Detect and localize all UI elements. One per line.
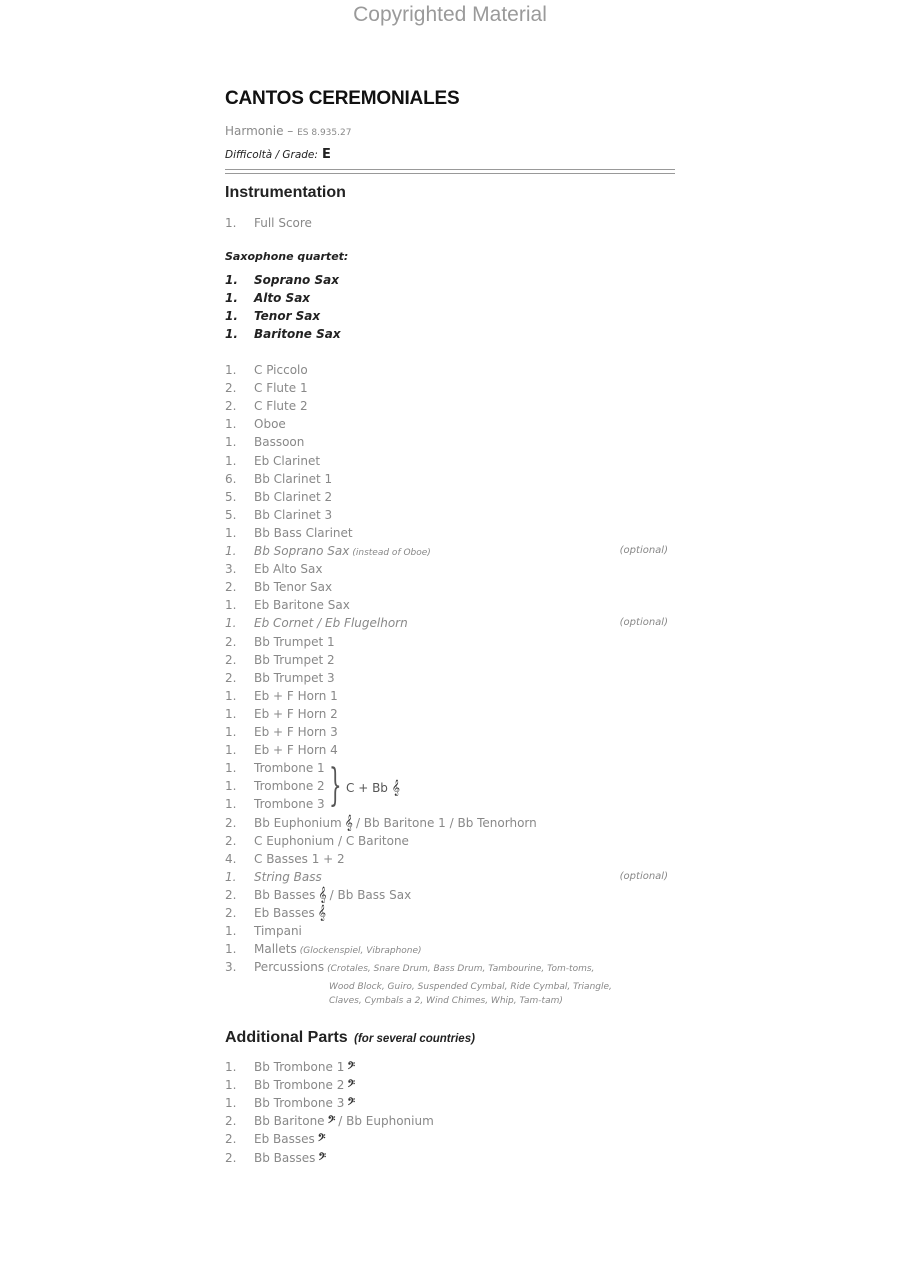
page-title: CANTOS CEREMONIALES bbox=[225, 88, 460, 109]
part-count: 3. bbox=[225, 960, 237, 975]
part-name bbox=[254, 433, 304, 451]
treble-clef-icon: 𝄞 bbox=[344, 814, 353, 831]
part-name bbox=[254, 705, 338, 723]
part-name-text: Baritone Sax bbox=[254, 327, 341, 341]
part-row bbox=[225, 506, 670, 524]
part-name bbox=[254, 886, 411, 904]
bass-clef-icon: 𝄢 bbox=[327, 1114, 336, 1129]
part-name bbox=[254, 832, 409, 850]
part-row bbox=[225, 289, 670, 307]
part-row bbox=[225, 741, 670, 759]
catalog-code: ES 8.935.27 bbox=[297, 128, 352, 138]
part-name bbox=[254, 1076, 358, 1094]
part-name bbox=[254, 307, 320, 325]
bass-clef-icon: 𝄢 bbox=[318, 1150, 327, 1165]
part-name bbox=[254, 614, 408, 632]
part-count: 1. bbox=[225, 417, 237, 432]
part-count: 1. bbox=[225, 779, 237, 794]
part-row bbox=[225, 379, 670, 397]
bass-clef-icon: 𝄢 bbox=[317, 1132, 326, 1147]
part-name bbox=[254, 868, 322, 886]
part-count: 1. bbox=[225, 525, 237, 540]
part-name-text: Eb Cornet / Eb Flugelhorn bbox=[254, 616, 408, 631]
part-row bbox=[225, 470, 670, 488]
trombone-group-label bbox=[346, 780, 400, 796]
part-name-text: Eb Alto Sax bbox=[254, 562, 323, 577]
part-count: 2. bbox=[225, 652, 237, 667]
part-row bbox=[225, 524, 670, 542]
part-name bbox=[254, 1130, 328, 1148]
part-name bbox=[254, 452, 320, 470]
part-count: 2. bbox=[225, 381, 237, 396]
publication-info bbox=[225, 124, 351, 138]
part-count: 1. bbox=[225, 598, 237, 613]
part-name bbox=[254, 1094, 358, 1112]
part-name-text: Bb Basses bbox=[254, 887, 316, 902]
part-name-text: Eb + F Horn 2 bbox=[254, 706, 338, 721]
part-count: 1. bbox=[225, 273, 238, 287]
part-name-text: Timpani bbox=[254, 924, 302, 939]
part-name-text: Oboe bbox=[254, 417, 286, 432]
part-name-text: C Euphonium / C Baritone bbox=[254, 833, 409, 848]
part-count: 2. bbox=[225, 670, 237, 685]
part-row bbox=[225, 560, 670, 578]
publication-separator: – bbox=[287, 124, 294, 138]
part-name-text: Bb Trombone 1 bbox=[254, 1060, 345, 1074]
part-name bbox=[254, 596, 350, 614]
optional-label: (optional) bbox=[619, 545, 668, 556]
part-alt: / Bb Bass Sax bbox=[329, 887, 412, 902]
instrumentation-heading: Instrumentation bbox=[225, 184, 346, 201]
part-row bbox=[225, 759, 670, 777]
part-count: 1. bbox=[225, 1096, 237, 1111]
part-name bbox=[254, 669, 335, 687]
part-name bbox=[254, 940, 422, 960]
treble-clef-icon: 𝄞 bbox=[318, 886, 327, 903]
part-row bbox=[225, 578, 670, 596]
part-count: 2. bbox=[225, 580, 237, 595]
part-name-text: Eb + F Horn 1 bbox=[254, 688, 338, 703]
part-row bbox=[225, 886, 670, 904]
part-row bbox=[225, 271, 670, 289]
part-name-text: Eb + F Horn 4 bbox=[254, 743, 338, 758]
part-name bbox=[254, 904, 329, 922]
part-row bbox=[225, 777, 670, 795]
part-name bbox=[254, 922, 302, 940]
part-name bbox=[254, 777, 325, 795]
part-count: 1. bbox=[225, 761, 237, 776]
part-name-text: C Flute 2 bbox=[254, 399, 308, 414]
part-row bbox=[225, 397, 670, 415]
part-row bbox=[225, 633, 670, 651]
part-row bbox=[225, 868, 670, 886]
bass-clef-icon: 𝄢 bbox=[347, 1096, 356, 1111]
part-count: 2. bbox=[225, 634, 237, 649]
part-name-text: Bb Trumpet 2 bbox=[254, 652, 335, 667]
part-row bbox=[225, 452, 670, 470]
part-count: 1. bbox=[225, 309, 238, 323]
part-row bbox=[225, 687, 670, 705]
percussion-continuation-2: Claves, Cymbals a 2, Wind Chimes, Whip, Tam-tam) bbox=[329, 996, 563, 1006]
part-name-text: Eb Basses bbox=[254, 1132, 315, 1147]
part-name bbox=[254, 325, 341, 343]
part-name bbox=[254, 759, 325, 777]
part-name bbox=[254, 1058, 358, 1076]
part-name-text: Soprano Sax bbox=[254, 273, 339, 287]
part-name bbox=[254, 1112, 434, 1130]
part-name bbox=[254, 633, 335, 651]
part-row bbox=[225, 433, 670, 451]
part-row bbox=[225, 814, 670, 832]
part-alt: / Bb Euphonium bbox=[338, 1114, 434, 1129]
part-name-text: Bb Trombone 2 bbox=[254, 1078, 345, 1093]
part-name-text: Trombone 3 bbox=[254, 797, 325, 812]
part-count: 2. bbox=[225, 1132, 237, 1147]
trombone-group-text: C + Bb bbox=[346, 781, 388, 795]
grade-value: E bbox=[321, 147, 331, 162]
part-row bbox=[225, 542, 670, 560]
part-name bbox=[254, 524, 353, 542]
part-name-text: Bb Bass Clarinet bbox=[254, 525, 353, 540]
part-name-text: Eb Baritone Sax bbox=[254, 598, 350, 613]
copyright-watermark: Copyrighted Material bbox=[353, 3, 547, 26]
part-count: 1. bbox=[225, 363, 237, 377]
part-count: 1. bbox=[225, 291, 238, 305]
part-name bbox=[254, 560, 323, 578]
part-name: Full Score bbox=[254, 216, 312, 230]
part-note: (Crotales, Snare Drum, Bass Drum, Tambourine, Tom-toms, bbox=[327, 964, 595, 975]
part-count: 6. bbox=[225, 471, 237, 486]
percussion-continuation-1: Wood Block, Guiro, Suspended Cymbal, Ride Cymbal, Triangle, bbox=[329, 982, 612, 992]
part-name bbox=[254, 651, 335, 669]
divider-bottom bbox=[225, 173, 675, 174]
part-name-text: Percussions bbox=[254, 960, 325, 975]
part-name bbox=[254, 1149, 329, 1167]
part-name bbox=[254, 542, 431, 562]
additional-heading-note: (for several countries) bbox=[354, 1033, 475, 1045]
part-count: 2. bbox=[225, 887, 237, 902]
part-name-text: Bb Soprano Sax bbox=[254, 544, 350, 558]
additional-parts-heading bbox=[225, 1029, 475, 1047]
part-row bbox=[225, 904, 670, 922]
part-count: 1. bbox=[225, 327, 238, 341]
part-name bbox=[254, 795, 325, 813]
part-count: 1. bbox=[225, 688, 237, 703]
part-name bbox=[254, 687, 338, 705]
part-row bbox=[225, 922, 670, 940]
part-row bbox=[225, 307, 670, 325]
part-count: 3. bbox=[225, 562, 237, 577]
part-name-text: Bb Clarinet 1 bbox=[254, 471, 333, 486]
part-count: 5. bbox=[225, 507, 237, 522]
part-name bbox=[254, 850, 345, 868]
part-count: 2. bbox=[225, 1114, 237, 1129]
sax-quartet-heading: Saxophone quartet: bbox=[225, 250, 349, 263]
part-name-text: Bb Basses bbox=[254, 1150, 316, 1165]
part-row bbox=[225, 1094, 670, 1112]
part-name bbox=[254, 488, 332, 506]
part-row bbox=[225, 651, 670, 669]
part-row bbox=[225, 1076, 670, 1094]
part-name bbox=[254, 361, 308, 379]
part-count: 1. bbox=[225, 544, 237, 558]
part-count: 2. bbox=[225, 906, 237, 920]
part-name-text: Eb Clarinet bbox=[254, 453, 321, 468]
part-name bbox=[254, 741, 338, 759]
part-row bbox=[225, 1112, 670, 1130]
part-count: 2. bbox=[225, 833, 237, 848]
additional-heading-text: Additional Parts bbox=[225, 1029, 348, 1046]
part-name bbox=[254, 271, 339, 289]
part-name bbox=[254, 379, 308, 397]
part-name-text: Trombone 1 bbox=[254, 761, 325, 776]
part-count: 1. bbox=[225, 924, 237, 939]
part-alt: / Bb Baritone 1 / Bb Tenorhorn bbox=[355, 815, 537, 830]
part-row bbox=[225, 415, 670, 433]
part-row bbox=[225, 669, 670, 687]
part-name-text: Eb + F Horn 3 bbox=[254, 725, 338, 739]
part-row bbox=[225, 940, 670, 958]
part-count: 1. bbox=[225, 797, 237, 812]
part-row bbox=[225, 1130, 670, 1148]
part-name-text: String Bass bbox=[254, 869, 322, 884]
part-count: 1. bbox=[225, 942, 237, 957]
part-count: 1. bbox=[225, 706, 237, 721]
grade-label: Difficoltà / Grade: bbox=[225, 149, 318, 161]
part-name-text: Eb Basses bbox=[254, 906, 315, 920]
part-name bbox=[254, 958, 594, 978]
part-row bbox=[225, 705, 670, 723]
part-name-text: Tenor Sax bbox=[254, 309, 321, 323]
part-name-text: Bb Euphonium bbox=[254, 815, 342, 830]
part-row bbox=[225, 850, 670, 868]
part-name-text: C Piccolo bbox=[254, 363, 308, 377]
part-row bbox=[225, 958, 670, 976]
bass-clef-icon: 𝄢 bbox=[347, 1060, 356, 1074]
optional-label: (optional) bbox=[619, 870, 668, 882]
part-name-text: C Flute 1 bbox=[254, 381, 308, 396]
part-count: 1. bbox=[225, 869, 237, 884]
grade-info bbox=[225, 147, 331, 162]
part-name-text: Bb Trombone 3 bbox=[254, 1096, 345, 1111]
part-count: 2. bbox=[225, 399, 237, 414]
part-count: 2. bbox=[225, 1150, 237, 1165]
bass-clef-icon: 𝄢 bbox=[347, 1078, 356, 1093]
part-row bbox=[225, 596, 670, 614]
part-row bbox=[225, 614, 670, 632]
part-row bbox=[225, 795, 670, 813]
score-row bbox=[225, 214, 670, 232]
part-count: 1. bbox=[225, 435, 237, 450]
part-name-text: C Basses 1 + 2 bbox=[254, 851, 345, 866]
part-name-text: Bassoon bbox=[254, 435, 305, 450]
part-count: 4. bbox=[225, 851, 237, 866]
part-row bbox=[225, 361, 670, 379]
part-name-text: Bb Tenor Sax bbox=[254, 580, 333, 595]
part-name-text: Bb Trumpet 3 bbox=[254, 670, 335, 685]
part-count: 1. bbox=[225, 725, 237, 739]
part-name bbox=[254, 578, 332, 596]
part-name bbox=[254, 289, 310, 307]
trombone-brace: } bbox=[329, 760, 342, 811]
part-name bbox=[254, 506, 332, 524]
part-name-text: Bb Clarinet 3 bbox=[254, 507, 333, 522]
publication-label: Harmonie bbox=[225, 124, 284, 138]
part-name-text: Trombone 2 bbox=[254, 779, 325, 794]
part-count: 1. bbox=[225, 616, 237, 631]
part-name-text: Mallets bbox=[254, 942, 297, 957]
treble-clef-icon: 𝄞 bbox=[317, 905, 327, 921]
part-name-text: Bb Trumpet 1 bbox=[254, 634, 335, 649]
part-name-text: Bb Baritone bbox=[254, 1114, 325, 1129]
part-count: 1. bbox=[225, 453, 237, 468]
part-count: 1. bbox=[225, 1078, 237, 1093]
divider-top bbox=[225, 169, 675, 170]
part-row bbox=[225, 488, 670, 506]
part-name bbox=[254, 397, 308, 415]
part-name-text: Alto Sax bbox=[254, 291, 311, 305]
part-note: (Glockenspiel, Vibraphone) bbox=[299, 946, 422, 957]
part-row bbox=[225, 1058, 670, 1076]
part-name bbox=[254, 470, 332, 488]
part-row bbox=[225, 832, 670, 850]
part-row bbox=[225, 723, 670, 741]
part-name bbox=[254, 415, 286, 433]
part-row bbox=[225, 325, 670, 343]
part-count: 1. bbox=[225, 743, 237, 758]
part-name bbox=[254, 723, 338, 741]
part-name-text: Bb Clarinet 2 bbox=[254, 489, 333, 504]
part-count: 5. bbox=[225, 489, 237, 504]
part-note: (instead of Oboe) bbox=[352, 548, 431, 558]
part-count: 2. bbox=[225, 815, 237, 830]
treble-clef-icon: 𝄞 bbox=[391, 780, 401, 796]
part-row bbox=[225, 1149, 670, 1167]
part-count: 1. bbox=[225, 216, 237, 230]
part-name bbox=[254, 814, 537, 832]
optional-label: (optional) bbox=[619, 617, 668, 629]
part-count: 1. bbox=[225, 1060, 237, 1074]
